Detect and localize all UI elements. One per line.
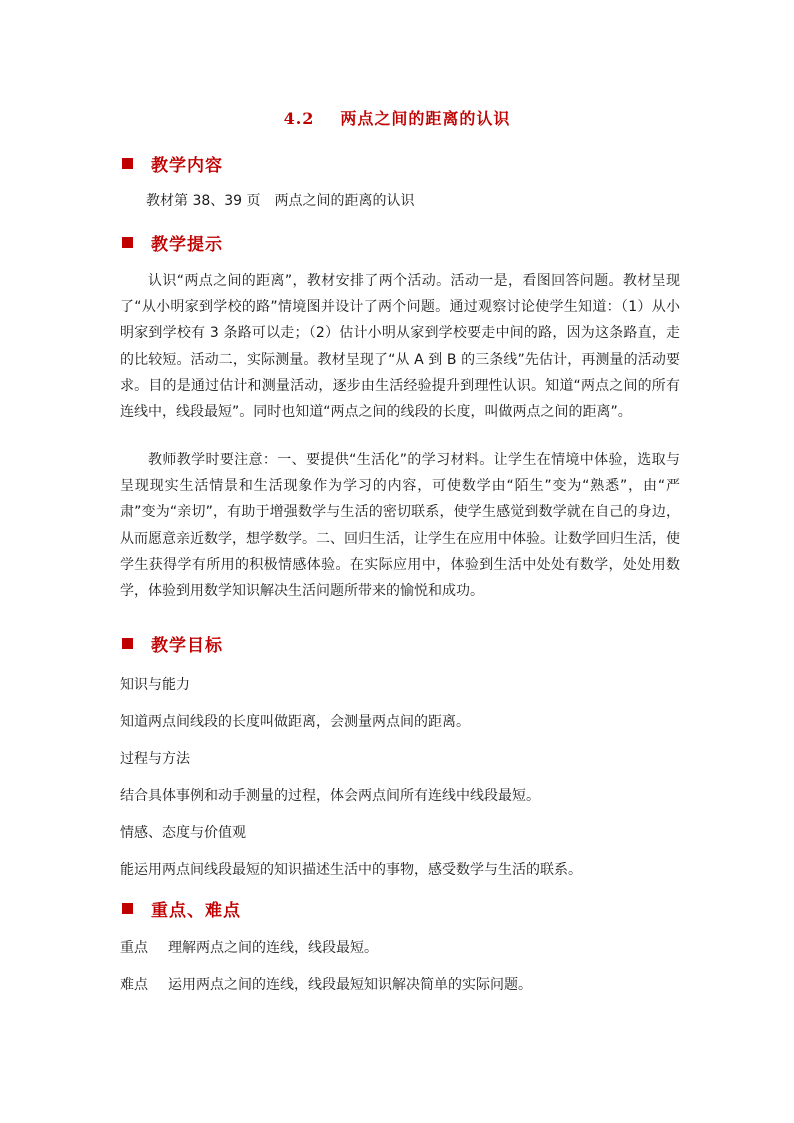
section-heading-goals (122, 631, 223, 655)
goal-text-process: 结合具体事例和动手测量的过程，体会两点间所有连线中线段最短。 (120, 788, 540, 804)
difficulty-label: 难点 (120, 977, 148, 993)
red-square-bullet-icon (122, 903, 133, 914)
red-square-bullet-icon (122, 638, 133, 649)
section-heading-tips (122, 230, 223, 254)
tips-paragraph-2: 教师教学时要注意：一、要提供“生活化”的学习材料。让学生在情境中体验，选取与呈现现实生活情景和生活现象作为学习的内容，可使数学由“陌生”变为“熟悉”，由“严肃”变为“亲切”，有助于增强数学与生活的密切联系，使学生感觉到数学就在自己的身边，从而愿意亲近数学，想学数学。二、回归生活，让学生在应用中体验。让数学回归生活，使学生获得学有所用的积极情感体验。在实际应用中，体验到生活中处处有数学，处处用数学，体验到用数学知识解决生活问题所带来的愉悦和成功。 (120, 452, 680, 600)
difficulty-text: 运用两点之间的连线，线段最短知识解决简单的实际问题。 (168, 977, 532, 993)
section-heading-content (122, 151, 223, 175)
key-point-label: 重点 (120, 940, 148, 956)
red-square-bullet-icon (122, 237, 133, 248)
goal-text-knowledge: 知道两点间线段的长度叫做距离，会测量两点间的距离。 (120, 714, 470, 730)
goal-subheading-process: 过程与方法 (120, 751, 190, 767)
content-topic: 两点之间的距离的认识 (274, 193, 415, 209)
section-title: 教学目标 (151, 635, 223, 656)
difficulty-row (120, 974, 532, 996)
section-heading-keypoints (122, 896, 241, 920)
goal-subheading-attitude: 情感、态度与价值观 (120, 825, 246, 841)
goal-subheading-knowledge: 知识与能力 (120, 677, 190, 693)
content-pages: 教材第 38、39 页 (146, 193, 261, 209)
content-reference (146, 190, 415, 212)
tips-paragraph-1: 认识“两点之间的距离”，教材安排了两个活动。活动一是，看图回答问题。教材呈现了“从小明家到学校的路”情境图并设计了两个问题。通过观察讨论使学生知道：（1）从小明家到学校有 3 条路可以走；（2）估计小明从家到学校要走中间的路，因为这条路直，走的比较短。活动二，实际测量。教材呈现了“从 A 到 B 的三条线”先估计，再测量的活动要求。目的是通过估计和测量活动，逐步由生活经验提升到理性认识。知道“两点之间的所有连线中，线段最短”。同时也知道“两点之间的线段的长度，叫做两点之间的距离”。 (120, 273, 680, 421)
section-title: 教学内容 (151, 155, 223, 176)
key-point-row (120, 937, 378, 959)
section-title: 教学提示 (151, 234, 223, 255)
lesson-title: 两点之间的距离的认识 (340, 109, 511, 128)
lesson-number: 4.2 (283, 109, 315, 128)
section-title: 重点、难点 (151, 900, 241, 921)
key-point-text: 理解两点之间的连线，线段最短。 (168, 940, 378, 956)
red-square-bullet-icon (122, 158, 133, 169)
page-title (0, 106, 794, 129)
goal-text-attitude: 能运用两点间线段最短的知识描述生活中的事物，感受数学与生活的联系。 (120, 862, 582, 878)
